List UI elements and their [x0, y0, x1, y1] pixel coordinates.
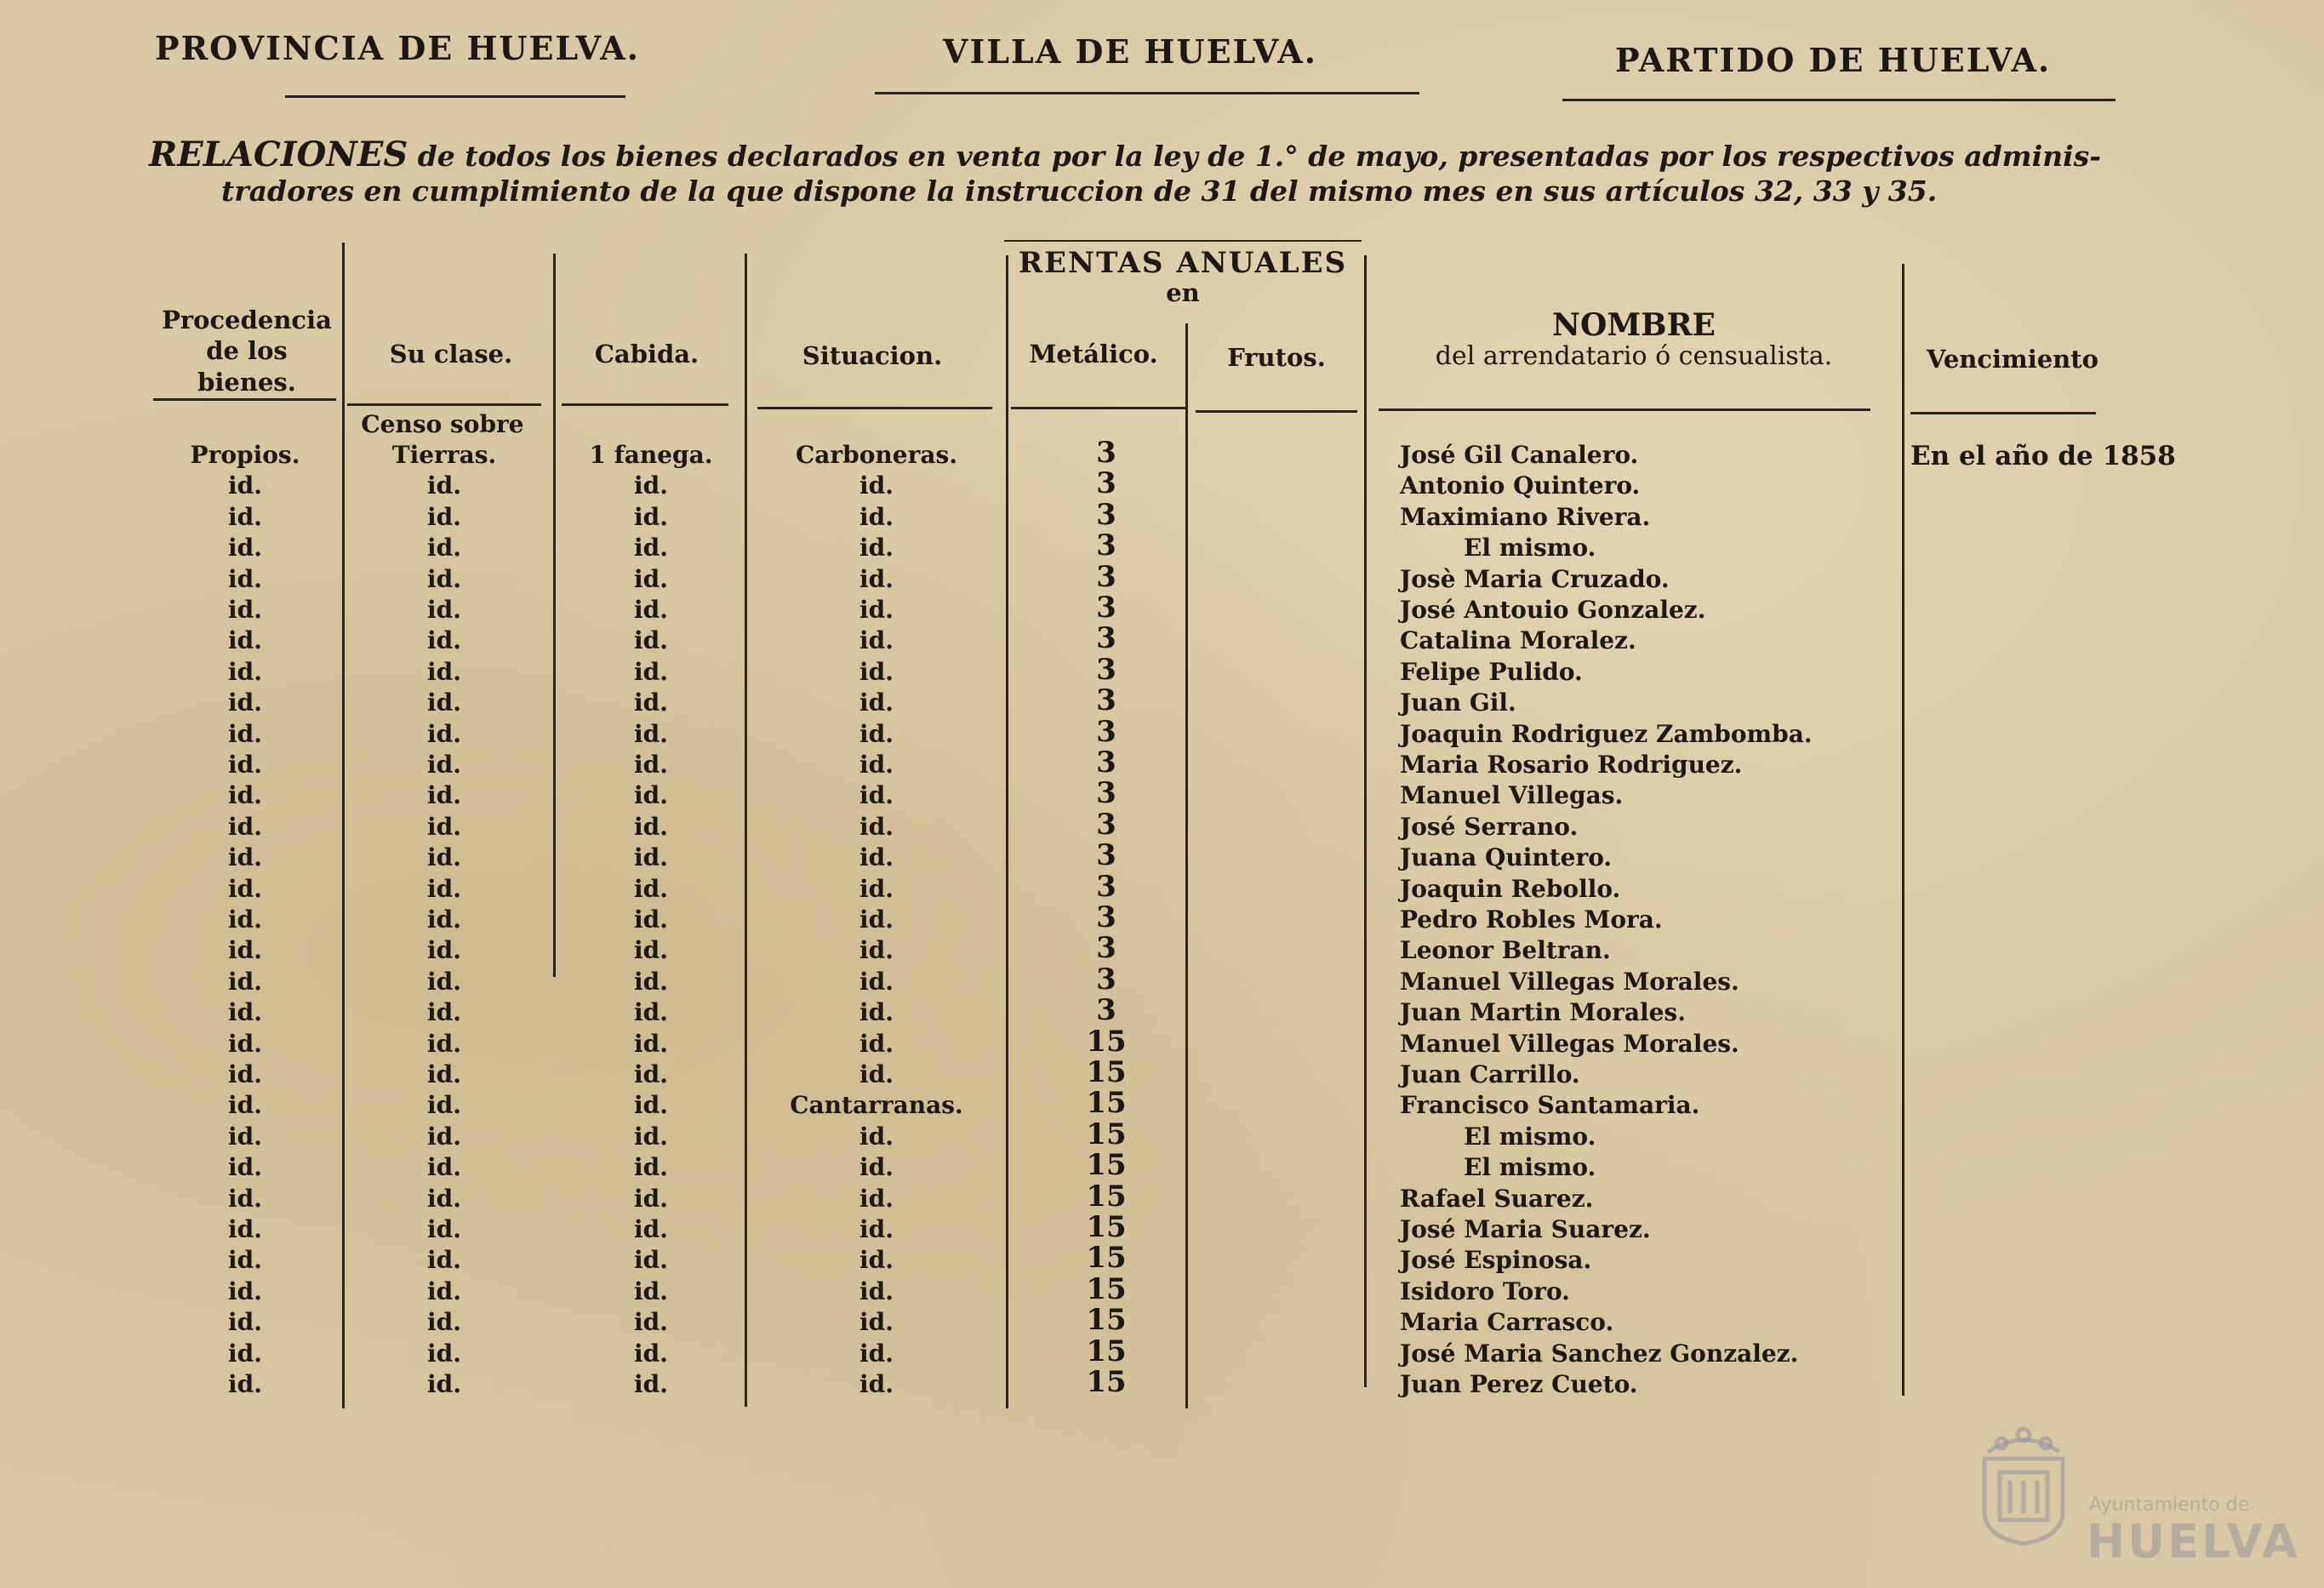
cell-nombre: Josè Maria Cruzado. [1400, 564, 1670, 593]
cell-metalico: 15 [1086, 1117, 1127, 1151]
cell-situacion: id. [859, 657, 894, 686]
cell-metalico: 15 [1086, 1303, 1127, 1338]
cell-clase: id. [427, 1215, 461, 1243]
cell-clase: id. [427, 1029, 461, 1058]
col-nombre: NOMBRE [1552, 307, 1716, 343]
cell-metalico: 3 [1096, 993, 1116, 1028]
cell-clase: id. [427, 502, 461, 531]
cell-clase: id. [427, 471, 461, 500]
cell-procedencia: id. [228, 1091, 262, 1120]
cell-cabida: id. [634, 471, 668, 500]
cell-cabida: id. [634, 1122, 668, 1151]
cell-metalico: 3 [1096, 776, 1116, 811]
cell-procedencia: id. [228, 1246, 262, 1275]
divider-3 [745, 254, 747, 1407]
cell-vencimiento: En el año de 1858 [1910, 441, 2176, 471]
cell-situacion: id. [859, 1308, 894, 1337]
cell-clase: id. [427, 1277, 461, 1305]
cell-procedencia: id. [228, 967, 262, 996]
cell-situacion: id. [859, 534, 894, 563]
cell-nombre: Maria Rosario Rodriguez. [1400, 751, 1743, 779]
clase-subhead: Censo sobre [361, 410, 524, 438]
cell-situacion: id. [859, 843, 894, 872]
cell-metalico: 3 [1096, 652, 1116, 687]
cell-nombre: Juan Gil. [1400, 688, 1516, 717]
divider-5 [1185, 323, 1188, 1408]
cell-nombre: Felipe Pulido. [1400, 657, 1583, 686]
cell-procedencia: id. [228, 564, 262, 593]
cell-cabida: id. [634, 1308, 668, 1337]
cell-cabida: 1 fanega. [589, 441, 713, 469]
cell-procedencia: id. [228, 1277, 262, 1305]
cell-clase: id. [427, 781, 461, 810]
cell-procedencia: id. [228, 688, 262, 717]
col-cabida: Cabida. [594, 340, 699, 368]
cell-nombre: Juana Quintero. [1400, 843, 1613, 872]
cell-metalico: 3 [1096, 466, 1116, 501]
header-rule-center [875, 92, 1419, 94]
cell-nombre: José Maria Sanchez Gonzalez. [1400, 1339, 1799, 1368]
cell-metalico: 3 [1096, 497, 1116, 532]
cell-clase: id. [427, 1153, 461, 1182]
cell-metalico: 3 [1096, 807, 1116, 842]
rule-situacion [757, 407, 992, 409]
cell-cabida: id. [634, 657, 668, 686]
cell-procedencia: id. [228, 1122, 262, 1151]
cell-situacion: id. [859, 1277, 894, 1305]
col-frutos: Frutos. [1227, 343, 1326, 372]
cell-cabida: id. [634, 1091, 668, 1120]
cell-situacion: id. [859, 688, 894, 717]
cell-situacion: id. [859, 719, 894, 748]
rule-clase [347, 403, 541, 406]
divider-7 [1902, 264, 1904, 1396]
cell-situacion: id. [859, 1029, 894, 1058]
cell-metalico: 3 [1096, 683, 1116, 718]
col-situacion: Situacion. [802, 341, 943, 370]
divider-2 [553, 254, 556, 977]
title-line1: de todos los bienes declarados en venta por la ley de 1.° de mayo, presentadas por los respectivos adminis- [417, 140, 2101, 173]
cell-nombre: El mismo. [1464, 1122, 1596, 1151]
cell-cabida: id. [634, 936, 668, 965]
cell-clase: id. [427, 719, 461, 748]
cell-procedencia: id. [228, 719, 262, 748]
cell-nombre: Francisco Santamaria. [1400, 1091, 1700, 1120]
cell-nombre: Isidoro Toro. [1400, 1277, 1570, 1305]
cell-procedencia: id. [228, 596, 262, 624]
rule-nombre [1379, 408, 1870, 411]
title-line2: tradores en cumplimiento de la que dispone la instruccion de 31 del mismo mes en sus artículos 32, 33 y 35. [221, 174, 1938, 208]
col-clase: Su clase. [389, 340, 513, 368]
cell-clase: id. [427, 1122, 461, 1151]
cell-cabida: id. [634, 843, 668, 872]
cell-cabida: id. [634, 1277, 668, 1305]
cell-cabida: id. [634, 1029, 668, 1058]
cell-procedencia: id. [228, 936, 262, 965]
cell-clase: id. [427, 626, 461, 655]
cell-clase: id. [427, 905, 461, 934]
cell-metalico: 15 [1086, 1024, 1127, 1059]
cell-procedencia: id. [228, 905, 262, 934]
cell-clase: id. [427, 1246, 461, 1275]
cell-situacion: id. [859, 626, 894, 655]
rule-metalico [1011, 407, 1186, 409]
cell-metalico: 15 [1086, 1271, 1127, 1306]
cell-situacion: id. [859, 1122, 894, 1151]
cell-procedencia: id. [228, 1308, 262, 1337]
cell-situacion: id. [859, 936, 894, 965]
cell-metalico: 15 [1086, 1334, 1127, 1368]
cell-situacion: id. [859, 1339, 894, 1368]
title-lead: RELACIONES [149, 134, 408, 174]
cell-cabida: id. [634, 1370, 668, 1398]
rule-procedencia [153, 398, 336, 401]
cell-situacion: id. [859, 967, 894, 996]
cell-cabida: id. [634, 781, 668, 810]
cell-situacion: id. [859, 564, 894, 593]
cell-procedencia: id. [228, 1029, 262, 1058]
cell-clase: id. [427, 596, 461, 624]
rule-frutos [1196, 410, 1357, 413]
cell-nombre: Leonor Beltran. [1400, 936, 1611, 965]
header-town: VILLA DE HUELVA. [943, 32, 1318, 71]
cell-cabida: id. [634, 1184, 668, 1213]
cell-nombre: Rafael Suarez. [1400, 1184, 1594, 1213]
cell-situacion: id. [859, 781, 894, 810]
cell-clase: id. [427, 998, 461, 1027]
cell-situacion: id. [859, 905, 894, 934]
cell-situacion: Carboneras. [795, 441, 958, 469]
cell-nombre: Manuel Villegas Morales. [1400, 967, 1739, 996]
cell-cabida: id. [634, 967, 668, 996]
cell-clase: id. [427, 534, 461, 563]
header-rule-right [1562, 99, 2116, 101]
cell-cabida: id. [634, 502, 668, 531]
cell-clase: id. [427, 812, 461, 841]
cell-nombre: Juan Perez Cueto. [1400, 1370, 1638, 1398]
cell-nombre: José Maria Suarez. [1400, 1215, 1651, 1243]
cell-metalico: 3 [1096, 714, 1116, 749]
cell-procedencia: id. [228, 751, 262, 779]
cell-cabida: id. [634, 998, 668, 1027]
cell-procedencia: id. [228, 874, 262, 903]
cell-clase: id. [427, 1339, 461, 1368]
cell-cabida: id. [634, 719, 668, 748]
cell-metalico: 3 [1096, 436, 1116, 470]
cell-procedencia: id. [228, 843, 262, 872]
cell-nombre: Manuel Villegas. [1400, 781, 1624, 810]
cell-situacion: id. [859, 1060, 894, 1088]
cell-clase: id. [427, 967, 461, 996]
cell-situacion: id. [859, 1215, 894, 1243]
cell-clase: id. [427, 688, 461, 717]
cell-procedencia: id. [228, 1215, 262, 1243]
cell-metalico: 15 [1086, 1365, 1127, 1399]
cell-situacion: id. [859, 1370, 894, 1398]
divider-1 [342, 243, 345, 1408]
cell-nombre: José Serrano. [1400, 812, 1579, 841]
cell-metalico: 15 [1086, 1086, 1127, 1121]
cell-situacion: id. [859, 502, 894, 531]
cell-nombre: José Antouio Gonzalez. [1400, 596, 1706, 624]
cell-nombre: Juan Carrillo. [1400, 1060, 1580, 1088]
cell-clase: id. [427, 936, 461, 965]
cell-metalico: 3 [1096, 838, 1116, 873]
cell-cabida: id. [634, 534, 668, 563]
cell-clase: Tierras. [391, 441, 497, 469]
cell-metalico: 3 [1096, 591, 1116, 625]
cell-metalico: 15 [1086, 1179, 1127, 1214]
cell-nombre: José Espinosa. [1400, 1246, 1592, 1275]
crest-icon [1976, 1419, 2071, 1547]
cell-clase: id. [427, 564, 461, 593]
cell-procedencia: id. [228, 998, 262, 1027]
cell-metalico: 3 [1096, 931, 1116, 966]
cell-cabida: id. [634, 626, 668, 655]
cell-nombre: José Gil Canalero. [1400, 441, 1639, 469]
cell-cabida: id. [634, 1060, 668, 1088]
cell-situacion: id. [859, 874, 894, 903]
cell-metalico: 3 [1096, 559, 1116, 594]
cell-cabida: id. [634, 905, 668, 934]
cell-nombre: Juan Martin Morales. [1400, 998, 1686, 1027]
cell-procedencia: id. [228, 626, 262, 655]
cell-cabida: id. [634, 596, 668, 624]
cell-cabida: id. [634, 812, 668, 841]
cell-cabida: id. [634, 564, 668, 593]
cell-procedencia: id. [228, 502, 262, 531]
cell-situacion: id. [859, 1184, 894, 1213]
rule-vencimiento [1910, 412, 2096, 414]
cell-procedencia: id. [228, 812, 262, 841]
cell-metalico: 15 [1086, 1148, 1127, 1183]
header-rule-left [285, 95, 625, 98]
col-rentas: RENTAS ANUALES [1018, 246, 1348, 280]
cell-metalico: 3 [1096, 962, 1116, 997]
rule-cabida [562, 403, 728, 406]
cell-procedencia: Propios. [190, 441, 300, 469]
col-metalico: Metálico. [1029, 340, 1158, 368]
cell-nombre: Catalina Moralez. [1400, 626, 1636, 655]
cell-procedencia: id. [228, 1184, 262, 1213]
header-district: PARTIDO DE HUELVA. [1615, 41, 2052, 79]
cell-metalico: 15 [1086, 1210, 1127, 1244]
cell-metalico: 3 [1096, 900, 1116, 934]
col-vencimiento: Vencimiento [1926, 345, 2099, 374]
cell-nombre: Maximiano Rivera. [1400, 502, 1651, 531]
cell-situacion: id. [859, 596, 894, 624]
cell-procedencia: id. [228, 781, 262, 810]
rule-rentas-top [1004, 240, 1362, 242]
cell-metalico: 3 [1096, 745, 1116, 780]
cell-procedencia: id. [228, 1153, 262, 1182]
watermark-line1: Ayuntamiento de [2089, 1494, 2250, 1516]
cell-clase: id. [427, 1184, 461, 1213]
cell-situacion: Cantarranas. [790, 1091, 963, 1120]
cell-cabida: id. [634, 1246, 668, 1275]
cell-cabida: id. [634, 688, 668, 717]
cell-procedencia: id. [228, 1339, 262, 1368]
col-nombre-sub: del arrendatario ó censualista. [1435, 341, 1833, 371]
cell-situacion: id. [859, 812, 894, 841]
cell-cabida: id. [634, 1215, 668, 1243]
cell-procedencia: id. [228, 534, 262, 563]
divider-6 [1364, 255, 1367, 1387]
header-province: PROVINCIA DE HUELVA. [155, 29, 640, 67]
cell-situacion: id. [859, 471, 894, 500]
cell-nombre: El mismo. [1464, 1153, 1596, 1182]
cell-clase: id. [427, 657, 461, 686]
cell-cabida: id. [634, 751, 668, 779]
cell-situacion: id. [859, 1246, 894, 1275]
cell-procedencia: id. [228, 1060, 262, 1088]
cell-cabida: id. [634, 874, 668, 903]
page-title [149, 134, 2101, 174]
cell-procedencia: id. [228, 657, 262, 686]
divider-4 [1006, 255, 1008, 1408]
cell-procedencia: id. [228, 471, 262, 500]
cell-metalico: 3 [1096, 621, 1116, 656]
cell-nombre: Pedro Robles Mora. [1400, 905, 1663, 934]
cell-clase: id. [427, 1308, 461, 1337]
cell-cabida: id. [634, 1153, 668, 1182]
cell-situacion: id. [859, 751, 894, 779]
cell-nombre: Joaquin Rebollo. [1400, 874, 1621, 903]
cell-procedencia: id. [228, 1370, 262, 1398]
cell-clase: id. [427, 1091, 461, 1120]
col-rentas-en: en [1166, 278, 1200, 307]
col-procedencia: Procedencia de los bienes. [162, 306, 332, 397]
cell-clase: id. [427, 1370, 461, 1398]
watermark-line2: HUELVA [2087, 1515, 2300, 1568]
cell-metalico: 15 [1086, 1055, 1127, 1089]
cell-nombre: Antonio Quintero. [1400, 471, 1641, 500]
cell-cabida: id. [634, 1339, 668, 1368]
cell-nombre: Joaquin Rodriguez Zambomba. [1400, 719, 1813, 748]
cell-metalico: 15 [1086, 1241, 1127, 1276]
cell-clase: id. [427, 751, 461, 779]
cell-clase: id. [427, 874, 461, 903]
cell-clase: id. [427, 1060, 461, 1088]
cell-metalico: 3 [1096, 869, 1116, 904]
cell-situacion: id. [859, 998, 894, 1027]
cell-nombre: Maria Carrasco. [1400, 1308, 1614, 1337]
cell-nombre: Manuel Villegas Morales. [1400, 1029, 1739, 1058]
cell-metalico: 3 [1096, 528, 1116, 563]
cell-clase: id. [427, 843, 461, 872]
cell-situacion: id. [859, 1153, 894, 1182]
cell-nombre: El mismo. [1464, 534, 1596, 563]
